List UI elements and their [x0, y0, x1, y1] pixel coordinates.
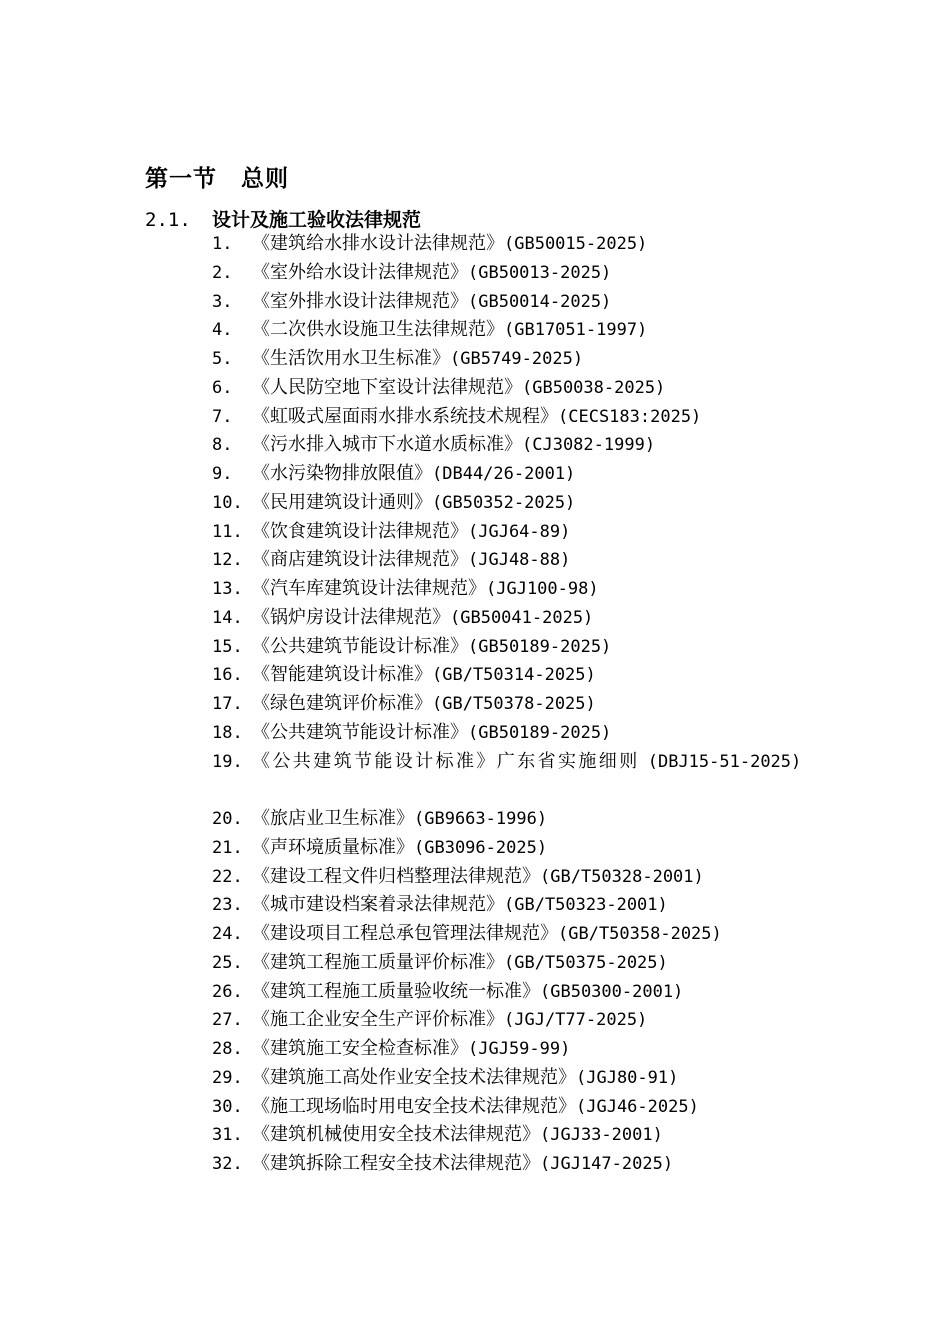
item-number: 16.: [212, 665, 243, 686]
item-code: (GB5749-2025): [450, 349, 584, 369]
item-title: 《虹吸式屋面雨水排水系统技术规程》: [252, 405, 558, 427]
item-number: 26.: [212, 981, 243, 1002]
item-code: (GB/T50378-2025): [432, 694, 596, 714]
item-title: 《施工企业安全生产评价标准》: [252, 1009, 504, 1031]
list-item: [212, 518, 812, 547]
item-code: (JGJ46-2025): [576, 1096, 699, 1117]
list-item: [212, 230, 812, 259]
list-item: [212, 489, 812, 518]
item-title: 《室外排水设计法律规范》: [252, 290, 468, 312]
item-title: 《建筑给水排水设计法律规范》: [252, 233, 504, 254]
item-code: (CECS183:2025): [558, 406, 702, 427]
chapter-title: 第一节 总则: [145, 166, 289, 192]
item-title: 《建筑机械使用安全技术法律规范》: [252, 1124, 540, 1146]
item-title: 《建筑施工高处作业安全技术法律规范》: [252, 1066, 576, 1088]
list-item: [212, 259, 812, 288]
item-code: (DBJ15-51-2025): [647, 751, 802, 772]
item-number: 27.: [212, 1010, 243, 1031]
item-code: (JGJ59-99): [468, 1039, 571, 1059]
item-title: 《民用建筑设计通则》: [252, 491, 432, 513]
list-item: [212, 1121, 812, 1150]
list-item: [212, 374, 812, 403]
item-text: [252, 719, 611, 748]
item-number: 9.: [212, 464, 233, 484]
item-title: 《二次供水设施卫生法律规范》: [252, 319, 504, 341]
section-number: 2.1.: [145, 209, 191, 231]
item-title: 《旅店业卫生标准》: [252, 808, 414, 829]
item-title: 《建筑施工安全检查标准》: [252, 1038, 468, 1059]
item-number: 2.: [212, 262, 233, 283]
item-number: 17.: [212, 694, 243, 714]
item-code: (GB/T50358-2025): [558, 924, 722, 944]
item-number: 12.: [212, 550, 243, 571]
item-title: 《商店建筑设计法律规范》: [252, 549, 468, 571]
item-title: 《建设工程文件归档整理法律规范》: [252, 865, 540, 887]
item-text: [252, 690, 596, 719]
item-code: (JGJ48-88): [468, 550, 571, 571]
list-item: [212, 805, 812, 834]
item-number: 24.: [212, 924, 243, 944]
item-code: (JGJ64-89): [468, 521, 571, 542]
item-code: (JGJ33-2001): [540, 1125, 663, 1146]
item-title: 《公共建筑节能设计标准》: [252, 635, 468, 657]
list-item: [212, 403, 812, 432]
item-text: [252, 288, 611, 317]
item-code: (GB50013-2025): [468, 262, 612, 283]
list-item: [212, 949, 812, 978]
item-number: 30.: [212, 1096, 243, 1117]
item-number: 11.: [212, 521, 243, 542]
item-title: 《锅炉房设计法律规范》: [252, 606, 450, 628]
item-number: 1.: [212, 234, 233, 254]
item-title: 《室外给水设计法律规范》: [252, 261, 468, 283]
item-title: 《建设项目工程总承包管理法律规范》: [252, 923, 558, 944]
item-title: 《声环境质量标准》: [252, 836, 414, 858]
item-text: [252, 920, 722, 949]
item-text: [252, 230, 647, 259]
item-title: 《建筑拆除工程安全技术法律规范》: [252, 1153, 540, 1174]
item-number: 20.: [212, 809, 243, 829]
item-code: (GB50352-2025): [432, 492, 576, 513]
item-text: [252, 316, 647, 345]
item-title: 《智能建筑设计标准》: [252, 664, 432, 686]
list-item: [212, 345, 812, 374]
item-title: 《饮食建筑设计法律规范》: [252, 520, 468, 542]
item-title: 《建筑工程施工质量验收统一标准》: [252, 980, 540, 1002]
list-item: [212, 748, 812, 806]
item-text: [252, 978, 683, 1007]
item-code: (GB/T50375-2025): [504, 952, 668, 973]
item-text: [252, 460, 575, 489]
section-title: 设计及施工验收法律规范: [212, 209, 422, 231]
item-code: (GB50189-2025): [468, 636, 612, 657]
item-code: (GB50038-2025): [522, 377, 666, 398]
item-code: (JGJ147-2025): [540, 1154, 674, 1174]
list-item: [212, 891, 812, 920]
item-number: 31.: [212, 1125, 243, 1146]
item-title: 《人民防空地下室设计法律规范》: [252, 376, 522, 398]
standards-list: [212, 230, 812, 1179]
item-text: [252, 1064, 678, 1093]
item-number: 18.: [212, 722, 243, 743]
item-title: 《水污染物排放限值》: [252, 463, 432, 484]
list-item: [212, 546, 812, 575]
item-number: 28.: [212, 1039, 243, 1059]
item-text: [252, 1093, 699, 1122]
item-number: 29.: [212, 1067, 243, 1088]
item-code: (GB50014-2025): [468, 291, 612, 312]
list-item: [212, 1093, 812, 1122]
item-text: [252, 403, 701, 432]
item-title: 《污水排入城市下水道水质标准》: [252, 434, 522, 456]
item-number: 15.: [212, 636, 243, 657]
list-item: [212, 863, 812, 892]
item-code: (GB50041-2025): [450, 607, 594, 628]
list-item: [212, 575, 812, 604]
item-text: [252, 834, 547, 863]
item-code: (GB/T50328-2001): [540, 866, 704, 887]
item-number: 6.: [212, 377, 233, 398]
list-item: [212, 1150, 812, 1179]
list-item: [212, 719, 812, 748]
item-number: 14.: [212, 607, 243, 628]
item-title: 《绿色建筑评价标准》: [252, 693, 432, 714]
item-text: [252, 575, 599, 604]
item-number: 8.: [212, 435, 233, 456]
item-code: (JGJ100-98): [486, 579, 599, 599]
item-code: (GB50015-2025): [504, 234, 648, 254]
list-item: [212, 920, 812, 949]
item-number: 13.: [212, 579, 243, 599]
list-item: [212, 690, 812, 719]
item-text: [252, 633, 611, 662]
list-item: [212, 633, 812, 662]
item-code: (GB9663-1996): [414, 809, 548, 829]
item-number: 4.: [212, 320, 233, 341]
item-text: [252, 949, 668, 978]
list-item: [212, 604, 812, 633]
item-number: 23.: [212, 895, 243, 916]
item-text: [252, 863, 704, 892]
item-code: (GB3096-2025): [414, 837, 548, 858]
item-code: (GB/T50323-2001): [504, 895, 668, 916]
item-text: [252, 489, 575, 518]
list-item: [212, 978, 812, 1007]
item-text: [252, 805, 547, 834]
item-text: [252, 1035, 570, 1064]
item-number: 21.: [212, 837, 243, 858]
item-code: (JGJ/T77-2025): [504, 1010, 648, 1031]
item-text: [252, 374, 665, 403]
item-text: [252, 891, 668, 920]
section-heading: [145, 205, 421, 232]
list-item: [212, 431, 812, 460]
item-number: 7.: [212, 406, 233, 427]
item-text: [252, 345, 583, 374]
item-code: (DB44/26-2001): [432, 464, 576, 484]
item-code: (GB/T50314-2025): [432, 665, 596, 686]
item-number: 25.: [212, 952, 243, 973]
item-text: [252, 1150, 673, 1179]
item-text: [252, 518, 570, 547]
item-text: [252, 259, 611, 288]
item-text: [252, 748, 812, 777]
item-title: 《汽车库建筑设计法律规范》: [252, 578, 486, 599]
list-item: [212, 316, 812, 345]
item-number: 32.: [212, 1154, 243, 1174]
list-item: [212, 1035, 812, 1064]
list-item: [212, 834, 812, 863]
item-text: [252, 1121, 663, 1150]
list-item: [212, 288, 812, 317]
item-code: (CJ3082-1999): [522, 435, 656, 456]
item-title: 《公共建筑节能设计标准》广东省实施细则: [252, 750, 648, 772]
item-number: 22.: [212, 866, 243, 887]
item-title: 《公共建筑节能设计标准》: [252, 721, 468, 743]
item-code: (GB50189-2025): [468, 722, 612, 743]
item-title: 《生活饮用水卫生标准》: [252, 348, 450, 369]
item-text: [252, 546, 570, 575]
item-number: 5.: [212, 349, 233, 369]
item-number: 19.: [212, 751, 243, 772]
item-number: 10.: [212, 492, 243, 513]
item-text: [252, 431, 655, 460]
item-text: [252, 1006, 647, 1035]
item-text: [252, 604, 593, 633]
item-code: (GB17051-1997): [504, 320, 648, 341]
list-item: [212, 460, 812, 489]
item-number: 3.: [212, 291, 233, 312]
item-code: (GB50300-2001): [540, 981, 684, 1002]
item-text: [252, 661, 596, 690]
list-item: [212, 1006, 812, 1035]
item-title: 《建筑工程施工质量评价标准》: [252, 951, 504, 973]
item-code: (JGJ80-91): [576, 1067, 679, 1088]
list-item: [212, 661, 812, 690]
list-item: [212, 1064, 812, 1093]
item-title: 《施工现场临时用电安全技术法律规范》: [252, 1095, 576, 1117]
item-title: 《城市建设档案着录法律规范》: [252, 894, 504, 916]
